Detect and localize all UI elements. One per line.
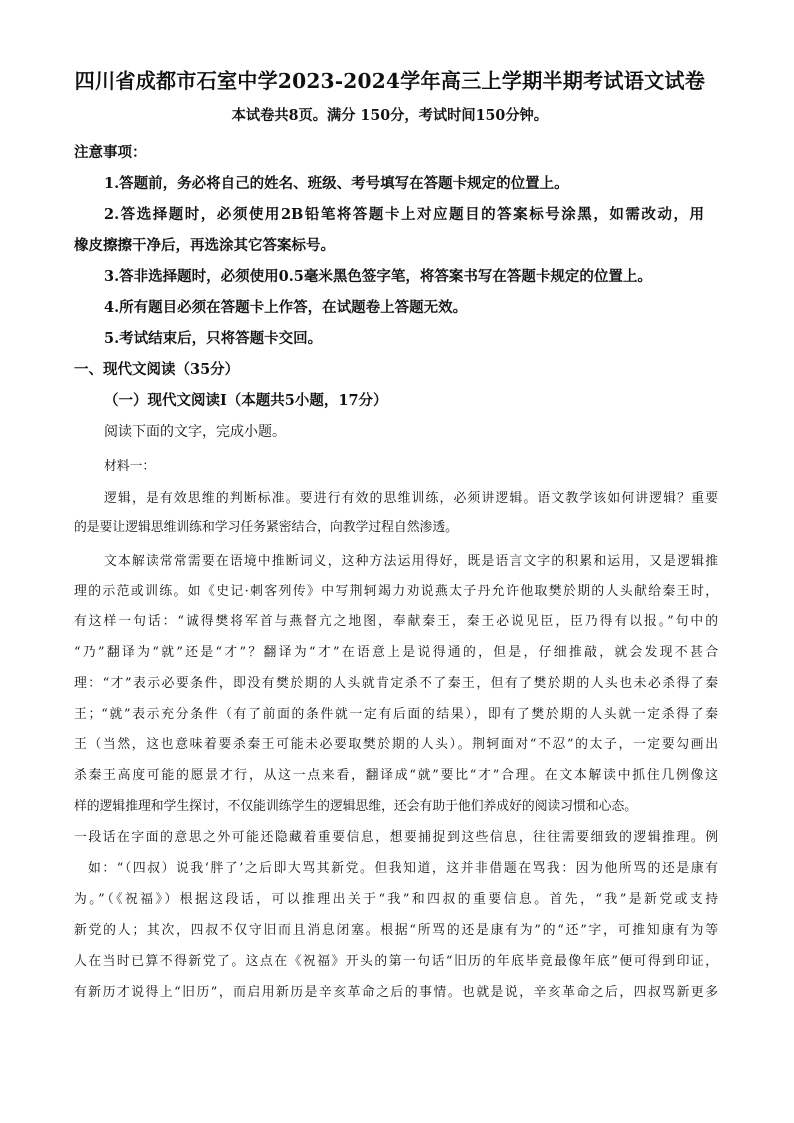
notice-item: 2.答选择题时，必须使用2B铅笔将答题卡上对应题目的答案标号涂黑，如需改动，用 [104,206,704,223]
passage-line: 文本解读常常需要在语境中推断词义，这种方法运用得好，既是语言文字的积累和运用，又是逻辑推 [104,554,718,569]
passage-line: 为。”（《祝福》）根据这段话，可以推理出关于“我”和四叔的重要信息。首先，“我”是新党或支持 [74,892,718,907]
reading-instruction: 阅读下面的文字，完成小题。 [104,424,286,440]
notice-heading: 注意事项： [74,144,147,161]
passage-line: 逻辑，是有效思维的判断标准。要进行有效的思维训练，必须讲逻辑。语文教学该如何讲逻辑？重要 [104,491,718,506]
passage-line: 如：“（四叔）说我‘胖了’之后即大骂其新党。但我知道，这并非借题在骂我：因为他所骂的还是康有 [88,861,718,876]
passage-line: 的是要让逻辑思维训练和学习任务紧密结合，向教学过程自然渗透。 [74,520,458,535]
page-title: 四川省成都市石室中学2023-2024学年高三上学期半期考试语文试卷 [74,69,706,93]
passage-line: 新党的人；其次，四叔不仅守旧而且消息闭塞。根据“所骂的还是康有为”的“还”字，可推知康有为等 [74,923,718,938]
passage-line: 理的示范或训练。如《史记·刺客列传》中写荆轲竭力劝说燕太子丹允许他取樊於期的人头献给秦王时， [74,584,718,599]
passage-line: 有新历才说得上“旧历”，而启用新历是辛亥革命之后的事情。也就是说，辛亥革命之后，四叔骂新更多 [74,985,718,1000]
passage-line: 理：“才”表示必要条件，即没有樊於期的人头就肯定杀不了秦王，但有了樊於期的人头也未必杀得了秦 [74,676,718,691]
notice-item: 4.所有题目必须在答题卡上作答，在试题卷上答题无效。 [104,299,468,316]
notice-item: 5.考试结束后，只将答题卡交回。 [104,330,323,347]
exam-info: 本试卷共8页。满分 150分，考试时间150分钟。 [231,107,549,124]
passage-line: 人在当时已算不得新党了。这点在《祝福》开头的第一句话“旧历的年底毕竟最像年底”便可得到印证， [74,954,718,969]
passage-line: 王；“就”表示充分条件（有了前面的条件就一定有后面的结果），即有了樊於期的人头就一定杀得了秦 [74,707,718,722]
passage-line: 样的逻辑推理和学生探讨，不仅能训练学生的逻辑思维，还会有助于他们养成好的阅读习惯和心态。 [74,799,638,814]
notice-item: 3.答非选择题时，必须使用0.5毫米黑色签字笔，将答案书写在答题卡规定的位置上。 [104,268,652,285]
passage-line: 王（当然，这也意味着要杀秦王可能未必要取樊於期的人头）。荆轲面对“不忍”的太子，一定要勾画出 [74,737,718,752]
section-heading: 一、现代文阅读（35分） [74,361,240,378]
passage-line: 一段话在字面的意思之外可能还隐藏着重要信息，想要捕捉到这些信息，往往需要细致的逻辑推理。例 [74,830,718,845]
passage-line: “乃”翻译为“就”还是“才”？翻译为“才”在语意上是说得通的，但是，仔细推敲，就会发现不甚合 [74,645,718,660]
sub-section-heading: （一）现代文阅读Ⅰ（本题共5小题，17分） [104,392,388,409]
material-label: 材料一： [104,459,156,474]
notice-item: 橡皮擦擦干净后，再选涂其它答案标号。 [74,237,335,254]
passage-line: 杀秦王高度可能的愿景才行，从这一点来看，翻译成“就”要比“才”合理。在文本解读中抓住几例像这 [74,768,718,783]
notice-item: 1.答题前，务必将自己的姓名、班级、考号填写在答题卡规定的位置上。 [104,175,569,192]
passage-line: 有这样一句话：“诚得樊将军首与燕督亢之地图，奉献秦王，秦王必说见臣，臣乃得有以报。”句中的 [74,614,718,629]
